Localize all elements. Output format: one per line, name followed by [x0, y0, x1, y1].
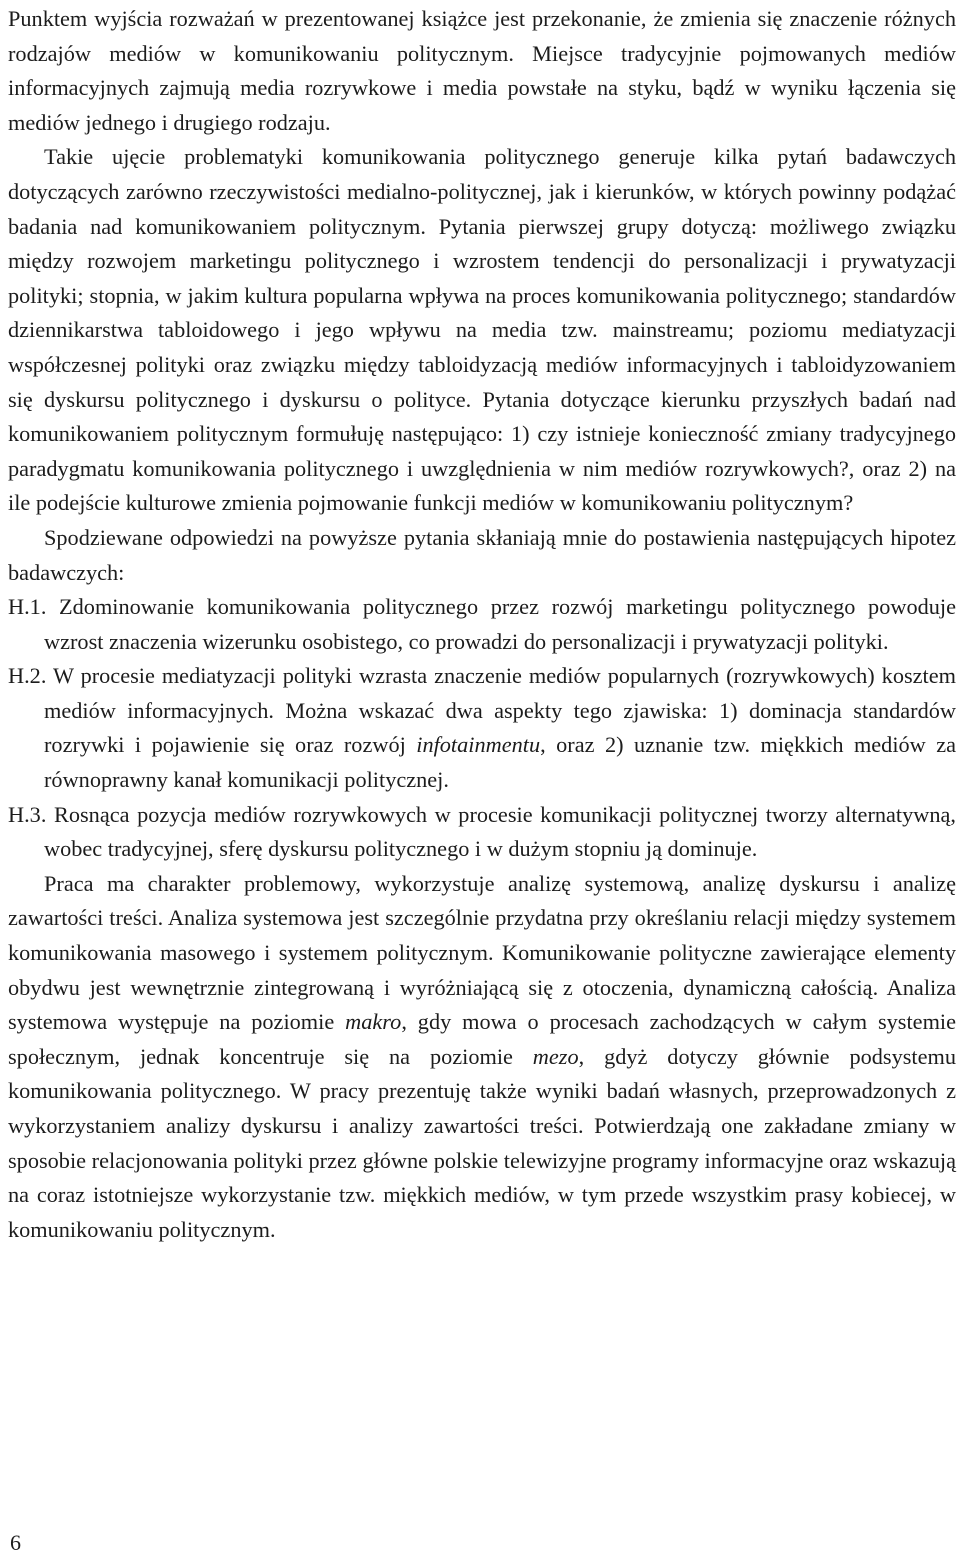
methods-text-a: Praca ma charakter problemowy, wykorzystuje analizę systemową, analizę dyskursu i analizę zawartości treści. Analiza systemowa jest szczególnie przydatna przy określaniu relacji między systemem komunikowania masowego i systemem politycznym. Komunikowanie polityczne zawierające elementy obydwu jest wewnętrznie zintegrowaną i wyróżniającą się z otoczenia, dynamiczną całością. Analiza systemowa występuje na poziomie: [8, 870, 956, 1035]
methods-text-b: , gdy mowa o procesach zachodzących w całym systemie społecznym, jednak koncentruje się na poziomie: [8, 1009, 957, 1069]
page-number: 6: [10, 1530, 21, 1555]
paragraph-questions: Takie ujęcie problematyki komunikowania politycznego generuje kilka pytań badawczych dotyczących zarówno rzeczywistości medialno-politycznej, jak i kierunków, w których powinny podążać badania nad komunikowaniem politycznym. Pytania pierwszej grupy dotyczą: możliwego związku między rozwojem marketingu politycznego i wzrostem tendencji do personalizacji i prywatyzacji polityki; stopnia, w jakim kultura popularna wpływa na proces komunikowania politycznego; standardów dziennikarstwa tabloidowego i jego wpływu na media tzw. mainstreamu; poziomu mediatyzacji współczesnej polityki oraz związku między tabloidyzacją mediów informacyjnych i tabloidyzowaniem się dyskursu politycznego i dyskursu o polityce. Pytania dotyczące kierunku przyszłych badań nad komunikowaniem politycznym formułuję następująco: 1) czy istnieje konieczność zmiany tradycyjnego paradygmatu komunikowania politycznego i uwzględnienia w nim mediów rozrywkowych?, oraz 2) na ile podejście kulturowe zmienia pojmowanie funkcji mediów w komunikowaniu politycznym?: [8, 144, 956, 516]
hypothesis-1-text: Zdominowanie komunikowania politycznego przez rozwój marketingu politycznego powoduje wzrost znaczenia wizerunku osobistego, co prowadzi do personalizacji i prywatyzacji polityki.: [44, 594, 956, 654]
page-body: [8, 2, 956, 1247]
paragraph-hypotheses-intro: Spodziewane odpowiedzi na powyższe pytania skłaniają mnie do postawienia następujących hipotez badawczych:: [8, 524, 956, 585]
hypothesis-1: [8, 590, 956, 659]
methods-italic-mezo: mezo: [532, 1043, 579, 1069]
hypothesis-2-italic-term: infotainmentu: [416, 732, 541, 758]
hypothesis-2-label: H.2.: [8, 663, 47, 689]
hypothesis-1-label: H.1.: [8, 594, 47, 620]
methods-italic-makro: makro: [345, 1009, 402, 1035]
hypothesis-2: [8, 659, 956, 797]
hypothesis-3-text: Rosnąca pozycja mediów rozrywkowych w procesie komunikacji politycznej tworzy alternatywną, wobec tradycyjnej, sferę dyskursu politycznego i w dużym stopniu ją dominuje.: [44, 801, 956, 862]
paragraph-intro: Punktem wyjścia rozważań w prezentowanej książce jest przekonanie, że zmienia się znaczenie różnych rodzajów mediów w komunikowaniu politycznym. Miejsce tradycyjnie pojmowanych mediów informacyjnych zajmują media rozrywkowe i media powstałe na styku, bądź w wyniku łączenia się mediów jednego i drugiego rodzaju.: [8, 6, 956, 135]
hypothesis-3-label: H.3.: [8, 801, 47, 827]
hypothesis-2-text-a: W procesie mediatyzacji polityki wzrasta znaczenie mediów popularnych (rozrywkowych) kosztem mediów informacyjnych. Można wskazać dwa aspekty tego zjawiska: 1) dominacja standardów rozrywki i pojawienie się oraz rozwój: [44, 663, 956, 758]
hypothesis-3: [8, 798, 956, 867]
methods-text-c: , gdyż dotyczy głównie podsystemu komunikowania politycznego. W pracy prezentuję także wyniki badań własnych, przeprowadzonych z wykorzystaniem analizy dyskursu i analizy zawartości treści. Potwierdzają one zakładane zmiany w sposobie relacjonowania polityki przez główne polskie telewizyjne programy informacyjne oraz wskazują na coraz istotniejsze wykorzystanie tzw. miękkich mediów, w tym przede wszystkim prasy kobiecej, w komunikowaniu politycznym.: [8, 1043, 956, 1242]
hypothesis-2-text-b: , oraz 2) uznanie tzw. miękkich mediów za równoprawny kanał komunikacji politycznej.: [44, 732, 957, 793]
paragraph-methods: [8, 867, 956, 1248]
